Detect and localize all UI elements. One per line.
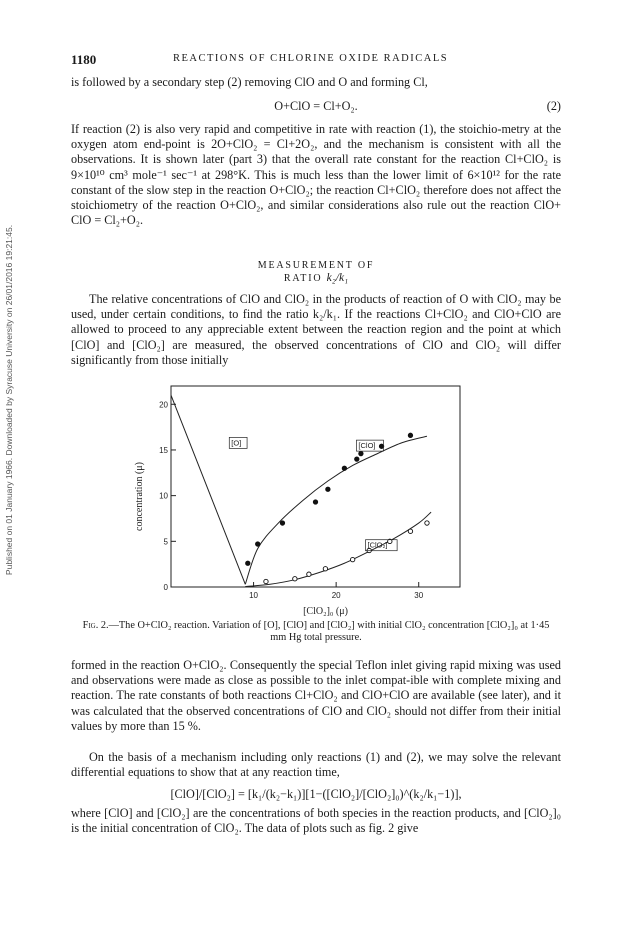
series-0-line bbox=[171, 395, 245, 584]
section-heading bbox=[71, 259, 561, 285]
section-heading-line-1: MEASUREMENT OF bbox=[257, 260, 375, 271]
y-tick-label-1: 5 bbox=[163, 537, 168, 547]
series-2-point-2 bbox=[307, 572, 311, 576]
download-notice-text: Published on 01 January 1966. Downloaded by Syracuse University on 26/01/2016 19:21:45. bbox=[4, 224, 14, 576]
series-1-point-9 bbox=[408, 433, 412, 437]
series-1-point-3 bbox=[313, 500, 317, 504]
series-2-point-3 bbox=[323, 567, 327, 571]
equation-2-number: (2) bbox=[546, 99, 561, 113]
y-tick-label-0: 0 bbox=[163, 583, 168, 592]
series-2-point-7 bbox=[408, 529, 412, 533]
x-tick-label-2: 30 bbox=[414, 591, 424, 600]
figure-2-caption-label: Fig. 2. bbox=[82, 620, 109, 631]
paragraph-4-text: formed in the reaction O+ClO₂. Consequently the special Teflon inlet giving rapid mixing was used and observations were made as close as possible to the inlet compat-ible with complete mixing and reaction. The rate constants of both reactions Cl+ClO₂ and ClO+ClO are available (see later), and it was calculated that the observed concentrations of ClO and ClO₂ should not differ from their initial values by more than 15 %. bbox=[71, 658, 561, 733]
ratio-formula bbox=[71, 787, 561, 802]
paragraph-6-text: where [ClO] and [ClO₂] are the concentrations of both species in the reaction products, and [ClO₂]₀ is the initial concentration of ClO₂. The data of plots such as fig. 2 give bbox=[71, 806, 561, 836]
figure-2 bbox=[60, 380, 580, 660]
series-2-point-1 bbox=[293, 577, 297, 581]
series-1-point-7 bbox=[359, 451, 363, 455]
plot-frame bbox=[171, 386, 460, 587]
series-2-point-0 bbox=[264, 579, 268, 583]
paragraph-3 bbox=[71, 292, 561, 368]
equation-2 bbox=[71, 99, 561, 114]
y-tick-label-3: 15 bbox=[159, 445, 168, 455]
series-1-point-2 bbox=[280, 521, 284, 525]
x-tick-label-0: 10 bbox=[249, 591, 259, 600]
section-heading-line-2 bbox=[71, 272, 561, 285]
figure-2-chart bbox=[60, 380, 580, 620]
series-label-1: [ClO] bbox=[358, 441, 376, 451]
figure-2-caption bbox=[76, 620, 556, 644]
y-axis-label: concentration (μ) bbox=[134, 462, 145, 531]
y-tick-label-4: 20 bbox=[159, 400, 168, 410]
paragraph-6 bbox=[71, 806, 561, 836]
download-notice bbox=[0, 140, 18, 660]
series-1-point-1 bbox=[256, 542, 260, 546]
series-2-line bbox=[245, 512, 431, 586]
section-heading-prefix: RATIO bbox=[283, 273, 327, 284]
paragraph-4 bbox=[71, 658, 561, 734]
ratio-formula-text: [ClO]/[ClO₂] = [k₁/(k₂−k₁)][1−([ClO₂]/[ClO₂]₀)^(k₂/k₁−1)], bbox=[170, 787, 462, 801]
series-1-point-6 bbox=[355, 457, 359, 461]
paragraph-5-text: On the basis of a mechanism including only reactions (1) and (2), we may solve the relevant differential equations to show that at any reaction time, bbox=[71, 750, 561, 780]
section-heading-ratio: k₂/k₁ bbox=[326, 272, 349, 284]
series-1-point-4 bbox=[326, 487, 330, 491]
series-1-point-0 bbox=[246, 561, 250, 565]
equation-2-text: O+ClO = Cl+O₂. bbox=[274, 99, 358, 113]
page-number: 1180 bbox=[71, 52, 97, 67]
series-label-0: [O] bbox=[231, 438, 242, 448]
series-1-line bbox=[245, 436, 427, 584]
x-axis-label: [ClO₂]₀ (μ) bbox=[303, 606, 348, 617]
paragraph-5 bbox=[71, 750, 561, 780]
paragraph-2 bbox=[71, 122, 561, 228]
series-1-point-5 bbox=[342, 466, 346, 470]
y-tick-label-2: 10 bbox=[159, 491, 168, 501]
paragraph-2-text: If reaction (2) is also very rapid and competitive in rate with reaction (1), the stoichio-metry at the oxygen atom end-point is 2O+ClO₂ = Cl+2O₂, and the mechanism is consistent with all the observations. It is shown later (part 3) that the overall rate constant for the reaction Cl+ClO₂ is 9×10¹⁰ cm³ mole⁻¹ sec⁻¹ at 298°K. This is much less than the lower limit of 6×10¹² for the rate constant of the slow step in the reaction O+ClO₂; the reaction Cl+ClO₂ therefore does not affect the stoichiometry of the reaction O+ClO₂, and similar considerations also rule out the reaction ClO+ ClO = Cl₂+O₂. bbox=[71, 122, 561, 228]
paragraph-1-text: is followed by a secondary step (2) removing ClO and O and forming Cl, bbox=[71, 75, 428, 89]
running-title: REACTIONS OF CHLORINE OXIDE RADICALS bbox=[173, 53, 449, 64]
series-2-point-4 bbox=[350, 557, 354, 561]
series-label-2: [ClO₂] bbox=[367, 540, 388, 550]
series-2-point-8 bbox=[425, 521, 429, 525]
paragraph-3-text: The relative concentrations of ClO and ClO₂ in the products of reaction of O with ClO₂ may be used, under certain conditions, to find the ratio k₂/k₁. If the reactions Cl+ClO₂ and ClO+ClO are allowed to proceed to any appreciable extent between the reaction region and the point at which [ClO] and [ClO₂] are measured, the observed concentrations of ClO and ClO₂ will differ significantly from those initially bbox=[71, 292, 561, 367]
paragraph-1 bbox=[71, 75, 561, 90]
x-tick-label-1: 20 bbox=[331, 591, 341, 600]
figure-2-caption-text: —The O+ClO₂ reaction. Variation of [O], [ClO] and [ClO₂] with initial ClO₂ concentration [ClO₂]₀ at 1·45 mm Hg total pressure. bbox=[108, 620, 550, 643]
